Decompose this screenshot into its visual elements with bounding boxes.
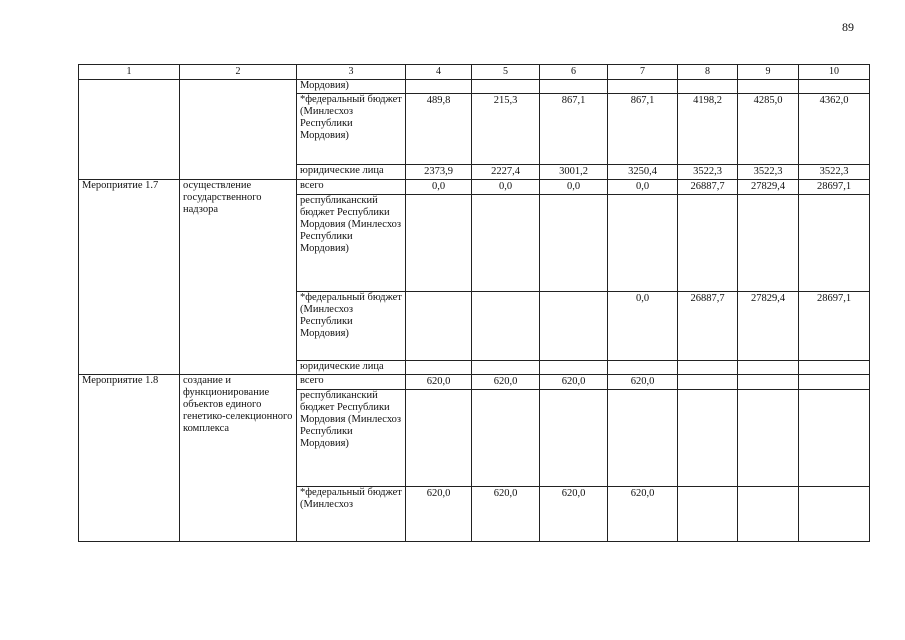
value-cell: 620,0	[472, 375, 540, 390]
value-cell	[799, 361, 870, 375]
value-cell	[540, 292, 608, 361]
measure-name: Мероприятие 1.7	[79, 180, 180, 375]
source-label: всего	[297, 375, 406, 390]
source-label: *федеральный бюджет (Минлесхоз Республики Мордовия)	[297, 94, 406, 165]
value-cell	[608, 390, 678, 487]
col-header-9: 9	[738, 65, 799, 80]
value-cell: 27829,4	[738, 180, 799, 195]
value-cell: 0,0	[608, 292, 678, 361]
value-cell: 28697,1	[799, 292, 870, 361]
col-header-4: 4	[406, 65, 472, 80]
value-cell: 3522,3	[678, 165, 738, 180]
value-cell: 3250,4	[608, 165, 678, 180]
table-row	[79, 80, 870, 94]
value-cell: 489,8	[406, 94, 472, 165]
value-cell: 0,0	[608, 180, 678, 195]
page-number: 89	[842, 20, 854, 34]
col-header-6: 6	[540, 65, 608, 80]
header-row	[79, 65, 870, 80]
value-cell: 867,1	[608, 94, 678, 165]
value-cell	[608, 361, 678, 375]
value-cell: 3001,2	[540, 165, 608, 180]
value-cell: 2373,9	[406, 165, 472, 180]
value-cell: 620,0	[540, 375, 608, 390]
source-label: юридические лица	[297, 165, 406, 180]
value-cell	[678, 487, 738, 542]
value-cell: 0,0	[540, 180, 608, 195]
value-cell	[406, 390, 472, 487]
value-cell	[799, 195, 870, 292]
value-cell	[738, 375, 799, 390]
value-cell	[472, 361, 540, 375]
col-header-2: 2	[180, 65, 297, 80]
value-cell	[678, 375, 738, 390]
measure-name: Мероприятие 1.8	[79, 375, 180, 542]
value-cell: 26887,7	[678, 292, 738, 361]
value-cell: 26887,7	[678, 180, 738, 195]
value-cell	[406, 195, 472, 292]
source-label: республиканский бюджет Республики Мордовия (Минлесхоз Республики Мордовия)	[297, 195, 406, 292]
source-label: юридические лица	[297, 361, 406, 375]
value-cell: 620,0	[472, 487, 540, 542]
value-cell	[678, 361, 738, 375]
value-cell: 4198,2	[678, 94, 738, 165]
empty-cell	[79, 80, 180, 180]
value-cell: 4362,0	[799, 94, 870, 165]
value-cell	[738, 487, 799, 542]
value-cell: 3522,3	[799, 165, 870, 180]
value-cell: 2227,4	[472, 165, 540, 180]
value-cell: 620,0	[406, 375, 472, 390]
value-cell: 215,3	[472, 94, 540, 165]
value-cell: 28697,1	[799, 180, 870, 195]
value-cell: 0,0	[472, 180, 540, 195]
value-cell	[738, 361, 799, 375]
value-cell	[472, 292, 540, 361]
value-cell	[406, 361, 472, 375]
source-label: *федеральный бюджет (Минлесхоз	[297, 487, 406, 542]
col-header-5: 5	[472, 65, 540, 80]
col-header-10: 10	[799, 65, 870, 80]
value-cell	[678, 195, 738, 292]
value-cell: 620,0	[406, 487, 472, 542]
value-cell: 0,0	[406, 180, 472, 195]
col-header-7: 7	[608, 65, 678, 80]
value-cell: 27829,4	[738, 292, 799, 361]
value-cell	[472, 195, 540, 292]
source-label: Мордовия)	[297, 80, 406, 94]
measure-description: создание и функционирование объектов единого генетико-селекционного комплекса	[180, 375, 297, 542]
value-cell: 620,0	[608, 375, 678, 390]
value-cell	[608, 195, 678, 292]
value-cell: 620,0	[608, 487, 678, 542]
value-cell	[472, 390, 540, 487]
empty-cell	[180, 80, 297, 180]
source-label: республиканский бюджет Республики Мордовия (Минлесхоз Республики Мордовия)	[297, 390, 406, 487]
table-row	[79, 375, 870, 390]
value-cell	[799, 390, 870, 487]
value-cell	[799, 375, 870, 390]
col-header-8: 8	[678, 65, 738, 80]
value-cell	[678, 390, 738, 487]
value-cell	[540, 361, 608, 375]
value-cell	[540, 390, 608, 487]
source-label: *федеральный бюджет (Минлесхоз Республики Мордовия)	[297, 292, 406, 361]
value-cell: 620,0	[540, 487, 608, 542]
measure-description: осуществление государственного надзора	[180, 180, 297, 375]
value-cell: 3522,3	[738, 165, 799, 180]
col-header-1: 1	[79, 65, 180, 80]
source-label: всего	[297, 180, 406, 195]
col-header-3: 3	[297, 65, 406, 80]
value-cell	[540, 195, 608, 292]
value-cell	[406, 292, 472, 361]
budget-table	[78, 64, 870, 542]
table-row	[79, 180, 870, 195]
value-cell	[738, 390, 799, 487]
value-cell	[799, 487, 870, 542]
value-cell	[738, 195, 799, 292]
value-cell: 867,1	[540, 94, 608, 165]
value-cell: 4285,0	[738, 94, 799, 165]
